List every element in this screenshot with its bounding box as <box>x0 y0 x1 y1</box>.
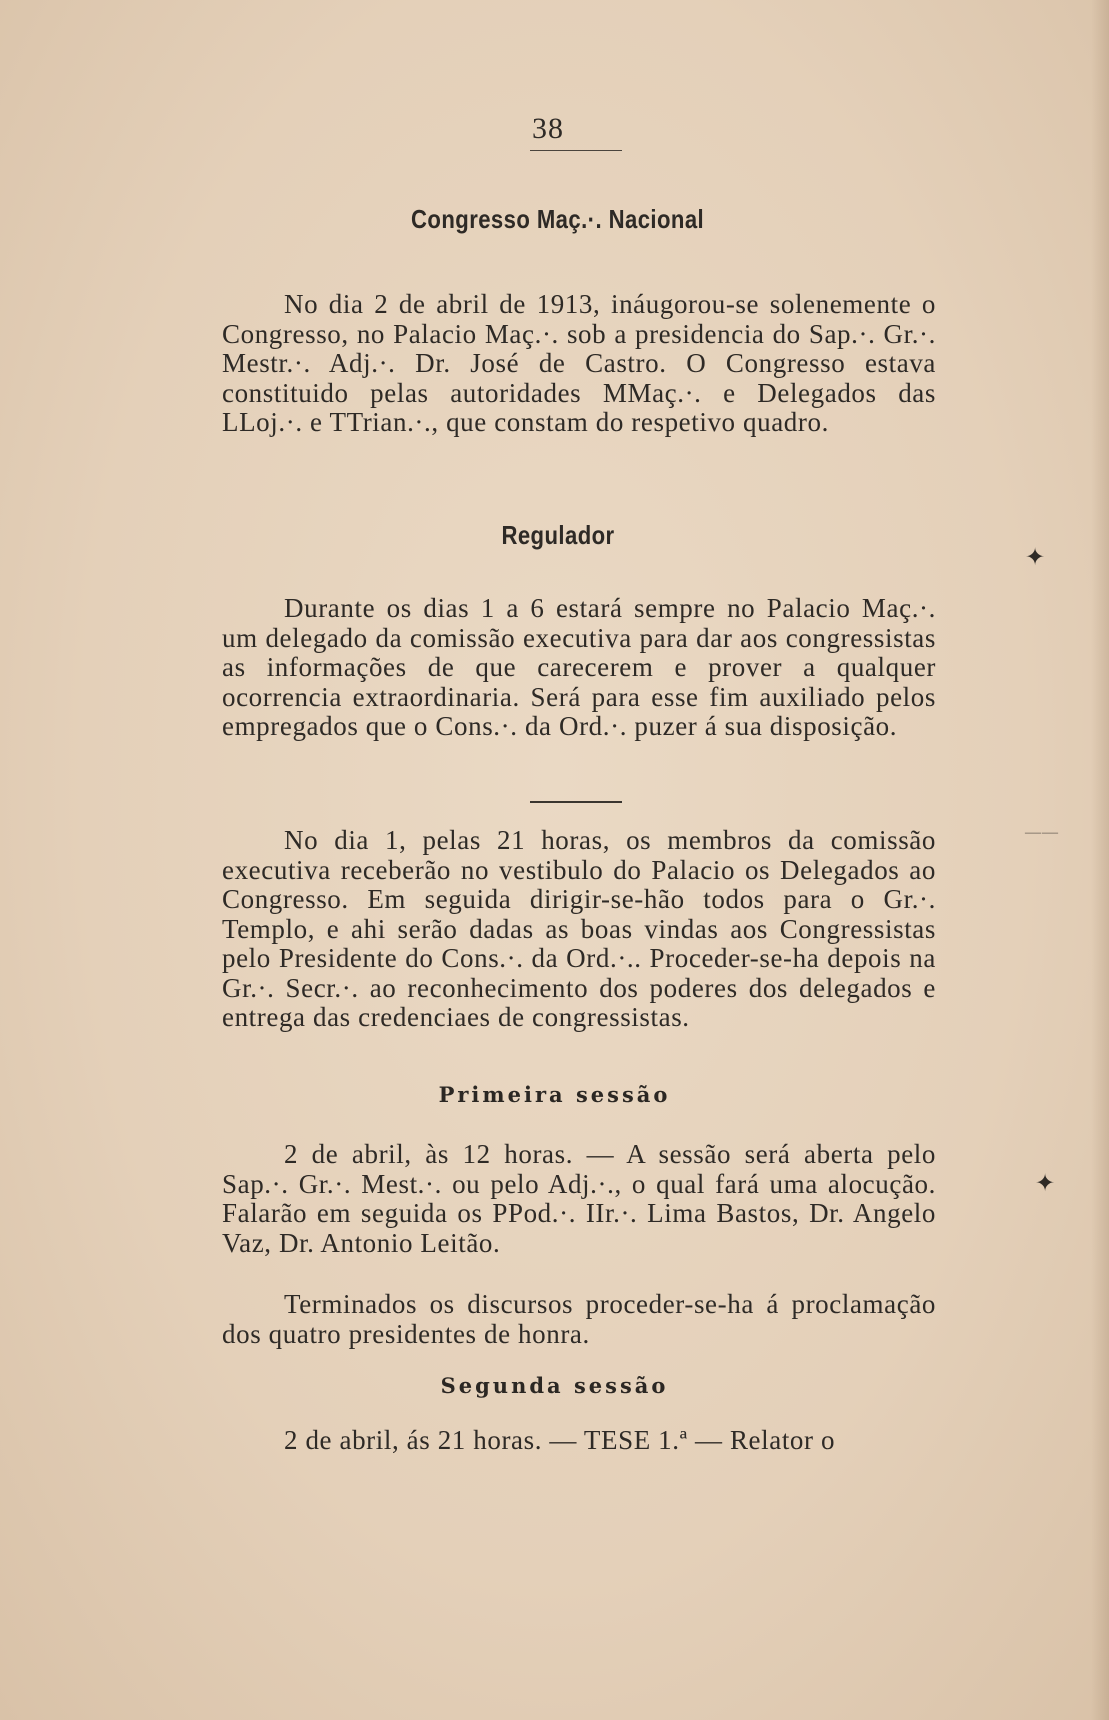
page-number-rule <box>530 150 622 151</box>
margin-dash-mark-icon: —— <box>1025 824 1059 841</box>
first-session-heading: Primeira sessão <box>438 1082 671 1107</box>
regulador-heading: Regulador <box>501 520 615 550</box>
first-session-paragraph-2: Terminados os discursos proceder-se-ha á proclamação dos quatro presidentes de honra. <box>222 1289 936 1349</box>
second-session-heading: Segunda sessão <box>440 1373 669 1398</box>
page-edge-shadow <box>1091 0 1109 1720</box>
congress-paragraph: No dia 2 de abril de 1913, ináugorou-se solenemente o Congresso, no Palacio Maç.·. sob a presidencia do Sap.·. Gr.·. Mestr.·. Adj.·. Dr. José de Castro. O Congresso estava constituido pelas autoridades MMaç.·. e Delegados das LLoj.·. e TTrian.·., que constam do respetivo quadro. <box>222 289 936 437</box>
congress-heading: Congresso Maç.·. Nacional <box>411 204 705 234</box>
second-session-paragraph: 2 de abril, ás 21 horas. — TESE 1.ª — Relator o <box>284 1425 836 1455</box>
margin-arrow-mark-icon: ✦ <box>1035 1171 1056 1197</box>
regulador-paragraph: Durante os dias 1 a 6 estará sempre no Palacio Maç.·. um delegado da comissão executiva para dar aos congressistas as informações de que carecerem e prover a qualquer ocorrencia extraordinaria. Será para esse fim auxiliado pelos empregados que o Cons.·. da Ord.·. puzer á sua disposição. <box>222 593 936 741</box>
day1-paragraph: No dia 1, pelas 21 horas, os membros da comissão executiva receberão no vestibulo do Palacio os Delegados ao Congresso. Em seguida dirigir-se-hão todos para o Gr.·. Templo, e ahi serão dadas as boas vindas aos Congressistas pelo Presidente do Cons.·. da Ord.·.. Proceder-se-ha depois na Gr.·. Secr.·. ao reconhecimento dos poderes dos delegados e entrega das credenciaes de congressistas. <box>222 825 936 1032</box>
page-number: 38 <box>532 112 564 145</box>
margin-arrow-mark-icon: ✦ <box>1025 545 1046 571</box>
section-divider <box>530 801 622 803</box>
first-session-paragraph: 2 de abril, às 12 horas. — A sessão será aberta pelo Sap.·. Gr.·. Mest.·. ou pelo Adj.·., o qual fará uma alocução. Falarão em seguida os PPod.·. IIr.·. Lima Bastos, Dr. Angelo Vaz, Dr. Antonio Leitão. <box>222 1139 936 1258</box>
